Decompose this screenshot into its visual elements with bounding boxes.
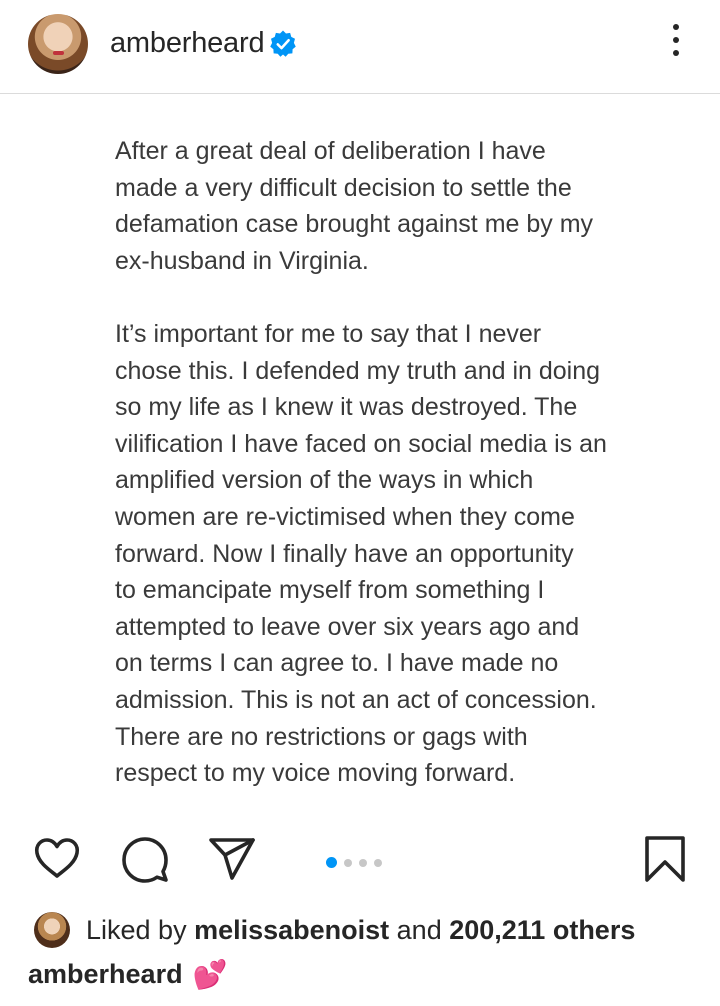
likes-prefix: Liked by xyxy=(86,914,195,945)
profile-username[interactable]: amberheard xyxy=(110,27,265,59)
profile-avatar[interactable] xyxy=(28,14,88,74)
avatar-lips-detail xyxy=(53,51,64,55)
likes-text xyxy=(86,915,635,946)
more-dot-icon xyxy=(673,50,679,56)
carousel-dot xyxy=(374,859,382,867)
carousel-dot xyxy=(359,859,367,867)
comment-icon[interactable] xyxy=(120,834,170,884)
post-paragraph-2: It’s important for me to say that I never chose this. I defended my truth and in doing so my life as I knew it was destroyed. The vilification I have faced on social media is an amplified version of the ways in which women are re-victimised when they come forward. Now I finally have an opportunity to emancipate myself from something I attempted to leave over six years ago and on terms I can agree to. I have made no admission. This is not an act of concession. There are no restrictions or gags with respect to my voice moving forward. xyxy=(115,319,607,788)
post-paragraph-1: After a great deal of deliberation I have made a very difficult decision to settle the defamation case brought against me by my ex-husband in Virginia. xyxy=(115,137,594,275)
post-caption xyxy=(28,958,227,991)
caption-emoji: 💕 xyxy=(192,959,228,990)
share-icon[interactable] xyxy=(207,834,257,884)
caption-username[interactable]: amberheard xyxy=(28,959,183,989)
more-dot-icon xyxy=(673,37,679,43)
likes-summary[interactable] xyxy=(34,910,635,950)
heart-icon[interactable] xyxy=(32,834,82,884)
post-image-text[interactable] xyxy=(115,133,675,792)
likes-middle: and xyxy=(389,914,450,945)
carousel-indicator xyxy=(326,854,389,868)
liker-avatar xyxy=(34,912,70,948)
liker-username[interactable]: melissabenoist xyxy=(194,914,390,945)
more-dot-icon xyxy=(673,24,679,30)
bookmark-icon[interactable] xyxy=(640,834,690,884)
likes-count[interactable]: 200,211 others xyxy=(449,914,636,945)
carousel-dot-active xyxy=(326,857,337,868)
post-action-bar xyxy=(0,834,720,890)
verified-badge-icon xyxy=(268,29,298,59)
carousel-dot xyxy=(344,859,352,867)
more-options-button[interactable] xyxy=(664,24,688,64)
post-header xyxy=(0,0,720,94)
